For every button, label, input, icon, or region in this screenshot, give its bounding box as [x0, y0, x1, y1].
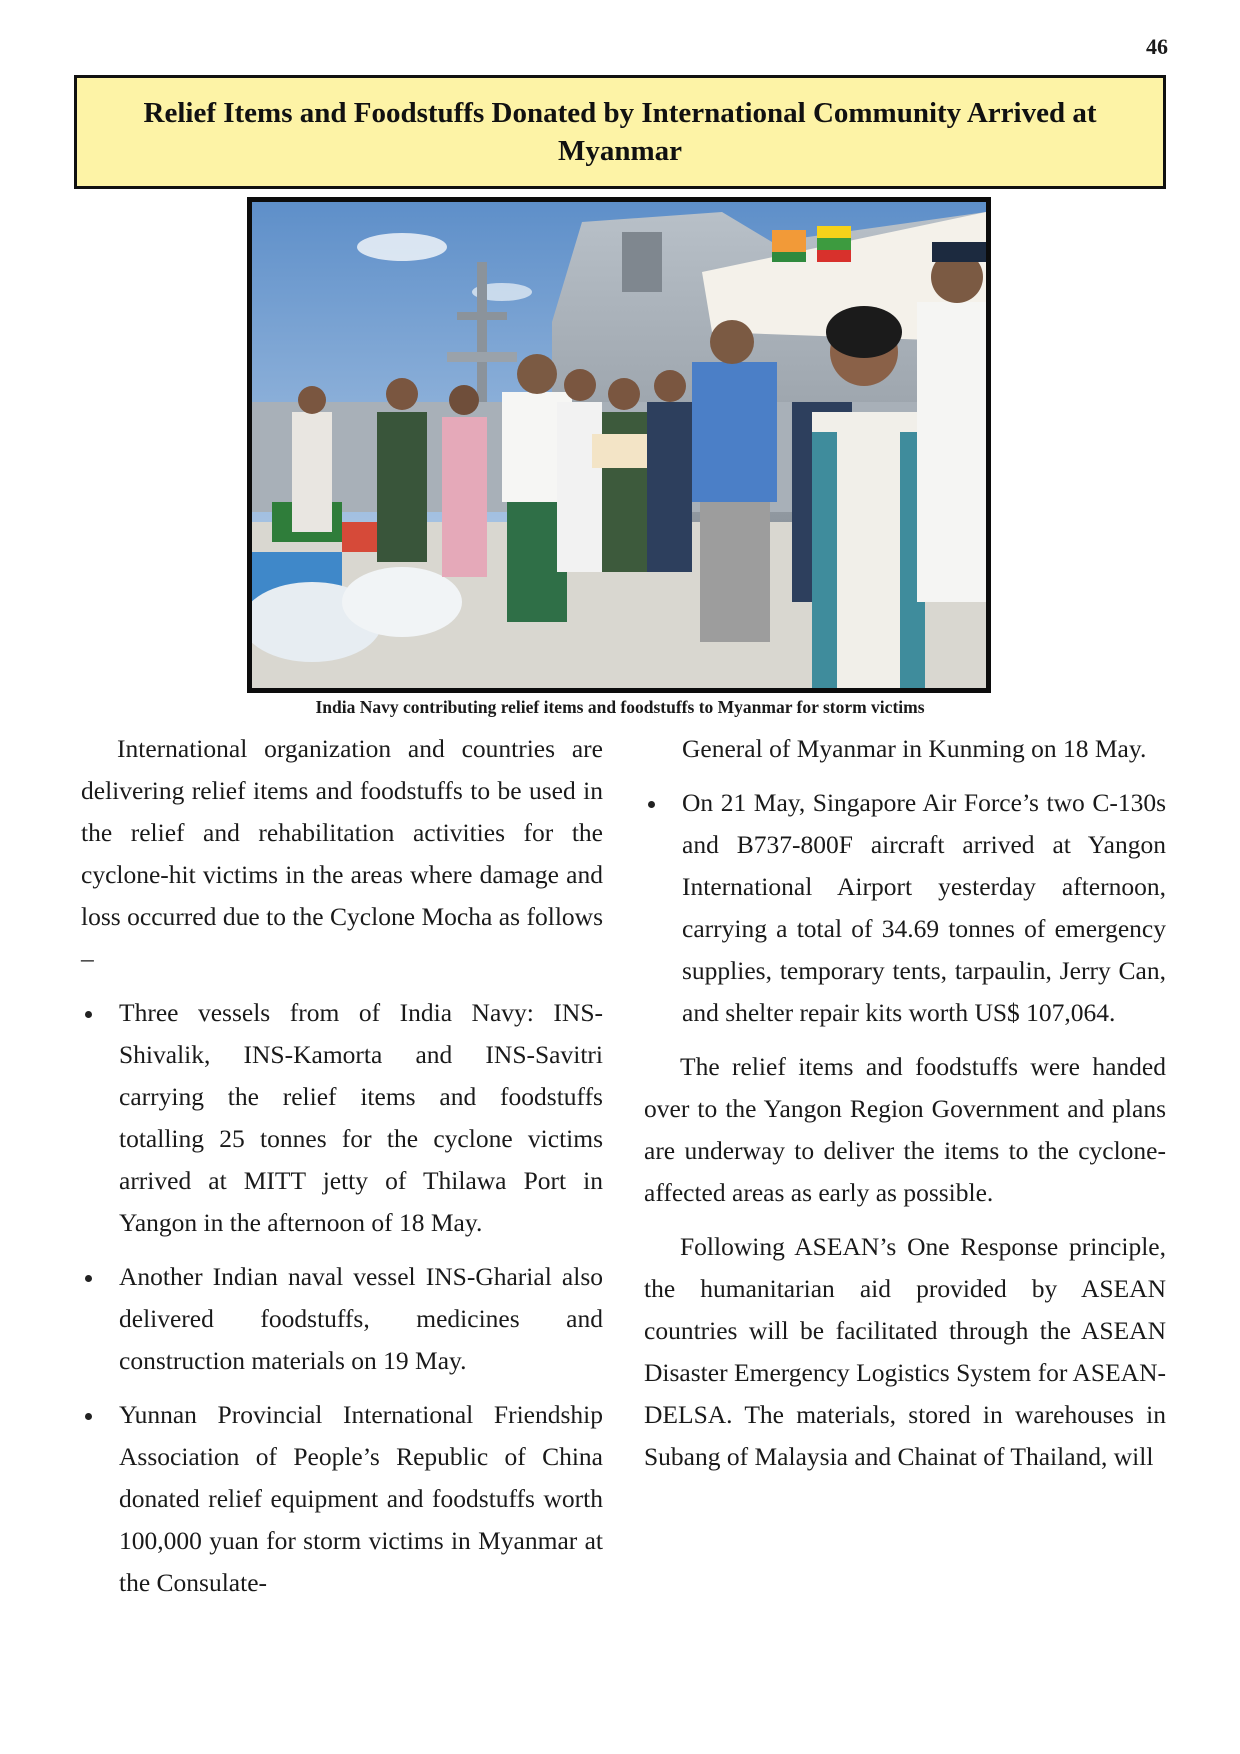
- continued-paragraph: General of Myanmar in Kunming on 18 May.: [682, 734, 1147, 763]
- flag-myanmar: [817, 250, 851, 262]
- list-item: Three vessels from of India Navy: INS-Shivalik, INS-Kamorta and INS-Savitri carrying the relief items and foodstuffs totalling 25 tonnes for the cyclone victims arrived at MITT jetty of Thilawa Port in Yangon in the afternoon of 18 May.: [81, 992, 603, 1244]
- title-box: [74, 75, 1166, 189]
- left-column: [81, 728, 603, 1616]
- body-paragraph: Following ASEAN’s One Response principle, the humanitarian aid provided by ASEAN countries will be facilitated through the ASEAN Disaster Emergency Logistics System for ASEAN-DELSA. The materials, stored in warehouses in Subang of Malaysia and Chainat of Thailand, will: [644, 1232, 1166, 1471]
- body-paragraph: The relief items and foodstuffs were handed over to the Yangon Region Government and plans are underway to deliver the items to the cyclone-affected areas as early as possible.: [644, 1052, 1166, 1207]
- flag-myanmar: [817, 238, 851, 250]
- list-item: Another Indian naval vessel INS-Gharial also delivered foodstuffs, medicines and construction materials on 19 May.: [81, 1256, 603, 1382]
- list-item: On 21 May, Singapore Air Force’s two C-130s and B737-800F aircraft arrived at Yangon International Airport yesterday afternoon, carrying a total of 34.69 tonnes of emergency supplies, temporary tents, tarpaulin, Jerry Can, and shelter repair kits worth US$ 107,064.: [644, 782, 1166, 1034]
- photo-illustration: [252, 202, 986, 688]
- right-column: [644, 728, 1166, 1490]
- article-title: Relief Items and Foodstuffs Donated by International Community Arrived at Myanmar: [143, 97, 1097, 167]
- article-photo: [247, 197, 991, 693]
- relief-sack: [342, 567, 462, 637]
- ship-radar: [622, 232, 662, 292]
- flag-india: [772, 252, 806, 262]
- flag-india: [772, 230, 806, 252]
- bullet-list: [81, 992, 603, 1604]
- flag-myanmar: [817, 226, 851, 238]
- list-item: Yunnan Provincial International Friendship Association of People’s Republic of China donated relief equipment and foodstuffs worth 100,000 yuan for storm victims in Myanmar at the Consulate-: [81, 1394, 603, 1604]
- bullet-list: [644, 782, 1166, 1034]
- photo-caption: India Navy contributing relief items and foodstuffs to Myanmar for storm victims: [315, 697, 925, 717]
- ship-mast: [447, 352, 517, 362]
- ship-mast: [457, 312, 507, 320]
- page-number: 46: [1146, 34, 1168, 59]
- intro-paragraph: International organization and countries are delivering relief items and foodstuffs to be used in the relief and rehabilitation activities for the cyclone-hit victims in the areas where damage and loss occurred due to the Cyclone Mocha as follows –: [81, 734, 603, 973]
- cloud: [357, 233, 447, 261]
